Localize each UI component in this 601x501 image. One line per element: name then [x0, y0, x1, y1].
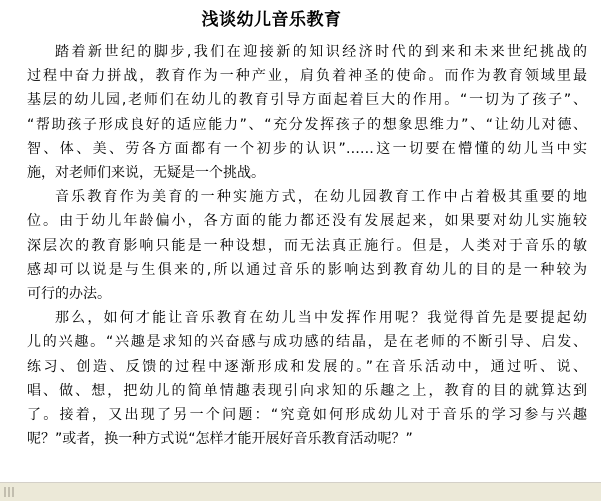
- paragraph-line: 呢？”或者，换一种方式说“怎样才能开展好音乐教育活动呢？”: [27, 431, 413, 448]
- paragraph-line: 踏着新世纪的脚步,我们在迎接新的知识经济时代的到来和未来世纪挑战的: [55, 44, 587, 60]
- paragraph-1: [27, 40, 587, 185]
- paragraph-line: 施，对老师们来说，无疑是一个挑战。: [27, 165, 265, 182]
- paragraph-line: 深层次的教育影响只能是一种设想，而无法真正施行。但是，人类对于音乐的敏: [27, 237, 587, 254]
- paragraph-line: 了。接着，又出现了另一个问题：“究竟如何形成幼儿对于音乐的学习参与兴趣: [27, 407, 587, 424]
- paragraph-line: 基层的幼儿园,老师们在幼儿的教育引导方面起着巨大的作用。“一切为了孩子”、: [27, 92, 587, 109]
- paragraph-3: [27, 306, 587, 451]
- resize-grip-icon[interactable]: [4, 487, 16, 497]
- paragraph-line: 唱、做、想，把幼儿的简单情趣表现引向求知的乐趣之上，教育的目的就算达到: [27, 382, 587, 399]
- paragraph-line: 可行的办法。: [27, 286, 111, 303]
- paragraph-line: 过程中奋力拼战，教育作为一种产业，肩负着神圣的使命。而作为教育领域里最: [27, 68, 587, 85]
- paragraph-line: 音乐教育作为美育的一种实施方式，在幼儿园教育工作中占着极其重要的地: [55, 189, 587, 206]
- document-body: [27, 40, 587, 451]
- window-bottom-bar: [0, 482, 601, 501]
- paragraph-line: 感却可以说是与生俱来的,所以通过音乐的影响达到教育幼儿的目的是一种较为: [27, 261, 587, 278]
- paragraph-line: 位。由于幼儿年龄偏小，各方面的能力都还没有发展起来，如果要对幼儿实施较: [27, 213, 587, 230]
- paragraph-2: [27, 185, 587, 306]
- paragraph-line: 智、体、美、劳各方面都有一个初步的认识”……这一切要在懵懂的幼儿当中实: [27, 140, 587, 157]
- paragraph-line: 练习、创造、反馈的过程中逐渐形成和发展的。”在音乐活动中，通过听、说、: [27, 358, 587, 375]
- document-title: 浅谈幼儿音乐教育: [201, 10, 342, 30]
- paragraph-line: 那么，如何才能让音乐教育在幼儿当中发挥作用呢？我觉得首先是要提起幼: [55, 310, 587, 327]
- paragraph-line: 儿的兴趣。“兴趣是求知的兴奋感与成功感的结晶，是在老师的不断引导、启发、: [27, 334, 587, 351]
- paragraph-line: “帮助孩子形成良好的适应能力”、“充分发挥孩子的想象思维力”、“让幼儿对德、: [27, 116, 587, 133]
